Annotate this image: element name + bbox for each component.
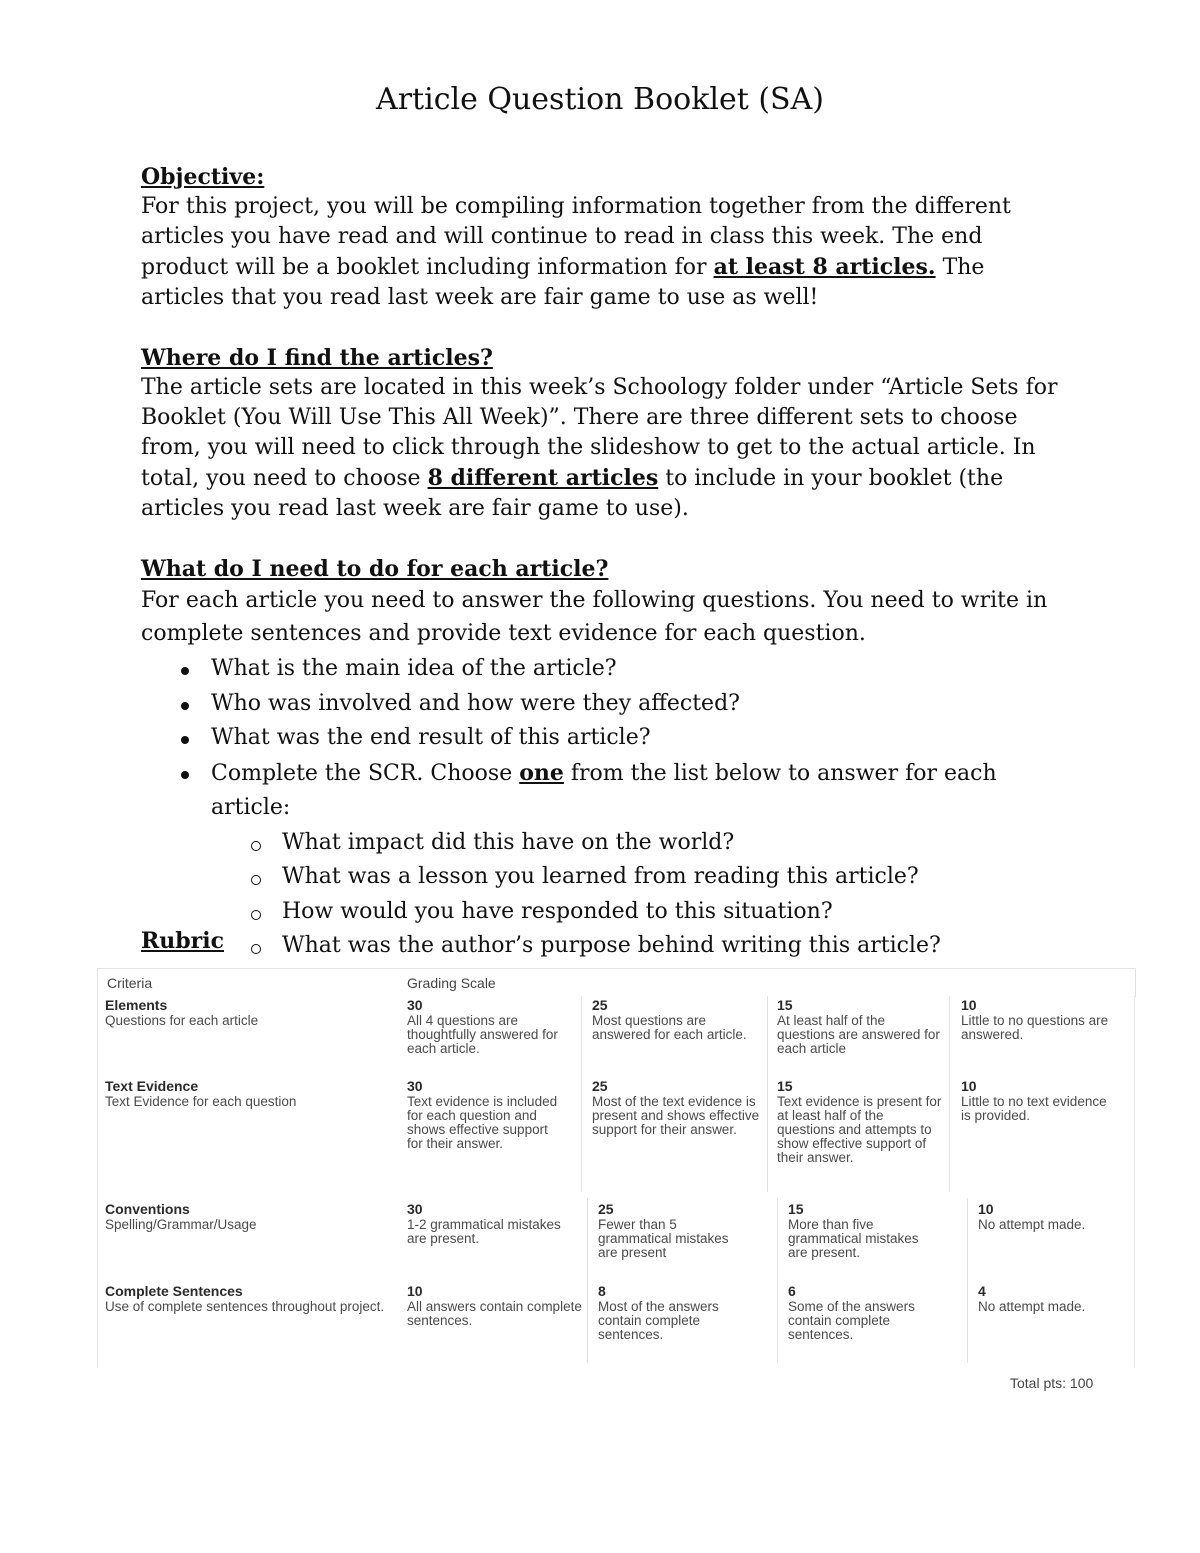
bullet-icon	[181, 736, 189, 744]
objective-heading: Objective:	[141, 164, 265, 190]
scr-option-list	[141, 826, 1071, 964]
objective-section	[141, 162, 1071, 313]
table-row: Elements Questions for each article	[105, 997, 259, 1028]
sub-bullet-icon	[251, 944, 261, 954]
objective-text-2: The articles that you read last week are fair game to use as well!	[141, 255, 985, 310]
rubric-cell: 25 Most of the text evidence is present and shows effective support for their answer.	[592, 1078, 760, 1137]
table-row: Conventions Spelling/Grammar/Usage	[105, 1201, 257, 1232]
where-emphasis: 8 different articles	[427, 465, 659, 491]
question-list	[141, 652, 1071, 826]
list-item: What is the main idea of the article?	[141, 652, 1071, 687]
rubric-cell: 25 Most questions are answered for each article.	[592, 997, 747, 1042]
table-row: Text Evidence Text Evidence for each question	[105, 1078, 297, 1109]
rubric-cell: 10 Little to no questions are answered.	[961, 997, 1109, 1042]
sub-bullet-icon	[251, 910, 261, 920]
rubric-cell: 10 Little to no text evidence is provided.	[961, 1078, 1107, 1123]
rubric-cell: 15 At least half of the questions are answered for each article	[777, 997, 940, 1056]
list-item: What was the author’s purpose behind writing this article?	[141, 929, 1071, 964]
bullet-icon	[181, 771, 189, 779]
what-intro: For each article you need to answer the following questions. You need to write in complete sentences and provide text evidence for each question.	[141, 588, 1048, 646]
rubric-cell: 30 Text evidence is included for each question and shows effective support for their answer.	[407, 1078, 558, 1151]
sub-bullet-icon	[251, 841, 261, 851]
document-body	[141, 162, 1071, 964]
where-section	[141, 343, 1071, 524]
rubric-heading: Rubric	[141, 928, 225, 954]
document-title: Article Question Booklet (SA)	[376, 82, 824, 117]
where-heading: Where do I find the articles?	[141, 345, 493, 371]
list-item: What impact did this have on the world?	[141, 826, 1071, 861]
rubric-cell: 10 All answers contain complete sentences.	[407, 1283, 582, 1328]
rubric-header-criteria: Criteria	[107, 975, 153, 991]
rubric-cell: 15 More than five grammatical mistakes are present.	[788, 1201, 919, 1260]
list-item: How would you have responded to this situation?	[141, 895, 1071, 930]
bullet-icon	[181, 702, 189, 710]
rubric-cell: 4 No attempt made.	[978, 1283, 1086, 1314]
rubric-cell: 10 No attempt made.	[978, 1201, 1086, 1232]
sub-bullet-icon	[251, 875, 261, 885]
list-item: What was the end result of this article?	[141, 721, 1071, 756]
objective-emphasis: at least 8 articles.	[713, 254, 936, 280]
scr-emphasis: one	[519, 759, 564, 786]
bullet-icon	[181, 667, 189, 675]
rubric-cell: 30 All 4 questions are thoughtfully answered for each article.	[407, 997, 558, 1056]
rubric-header-scale: Grading Scale	[407, 975, 496, 991]
what-heading: What do I need to do for each article?	[141, 556, 609, 582]
where-text-1: The article sets are located in this week’s Schoology folder under “Article Sets for Booklet (You Will Use This All Week)”. There are three different sets to choose from, you will need to click through the slideshow to get to the actual article. In total, you need to choose	[141, 375, 1058, 491]
rubric-table	[97, 968, 1135, 1368]
list-item: Complete the SCR. Choose one from the list below to answer for each article:	[141, 756, 1071, 826]
where-text-2: to include in your booklet (the articles you read last week are fair game to use).	[141, 466, 1004, 521]
rubric-cell: 15 Text evidence is present for at least half of the questions and attempts to show effective support of their answer.	[777, 1078, 942, 1165]
table-row: Complete Sentences Use of complete sentences throughout project.	[105, 1283, 385, 1314]
rubric-total: Total pts: 100	[1010, 1375, 1094, 1391]
rubric-cell: 8 Most of the answers contain complete sentences.	[598, 1283, 719, 1342]
rubric-cell: 30 1-2 grammatical mistakes are present.	[407, 1201, 561, 1246]
list-item: What was a lesson you learned from reading this article?	[141, 860, 1071, 895]
rubric-cell: 25 Fewer than 5 grammatical mistakes are present	[598, 1201, 729, 1260]
what-section	[141, 554, 1071, 650]
rubric-cell: 6 Some of the answers contain complete sentences.	[788, 1283, 915, 1342]
objective-text-1: For this project, you will be compiling information together from the different articles you have read and will continue to read in class this week. The end product will be a booklet including information for	[141, 194, 1011, 280]
list-item: Who was involved and how were they affected?	[141, 687, 1071, 722]
